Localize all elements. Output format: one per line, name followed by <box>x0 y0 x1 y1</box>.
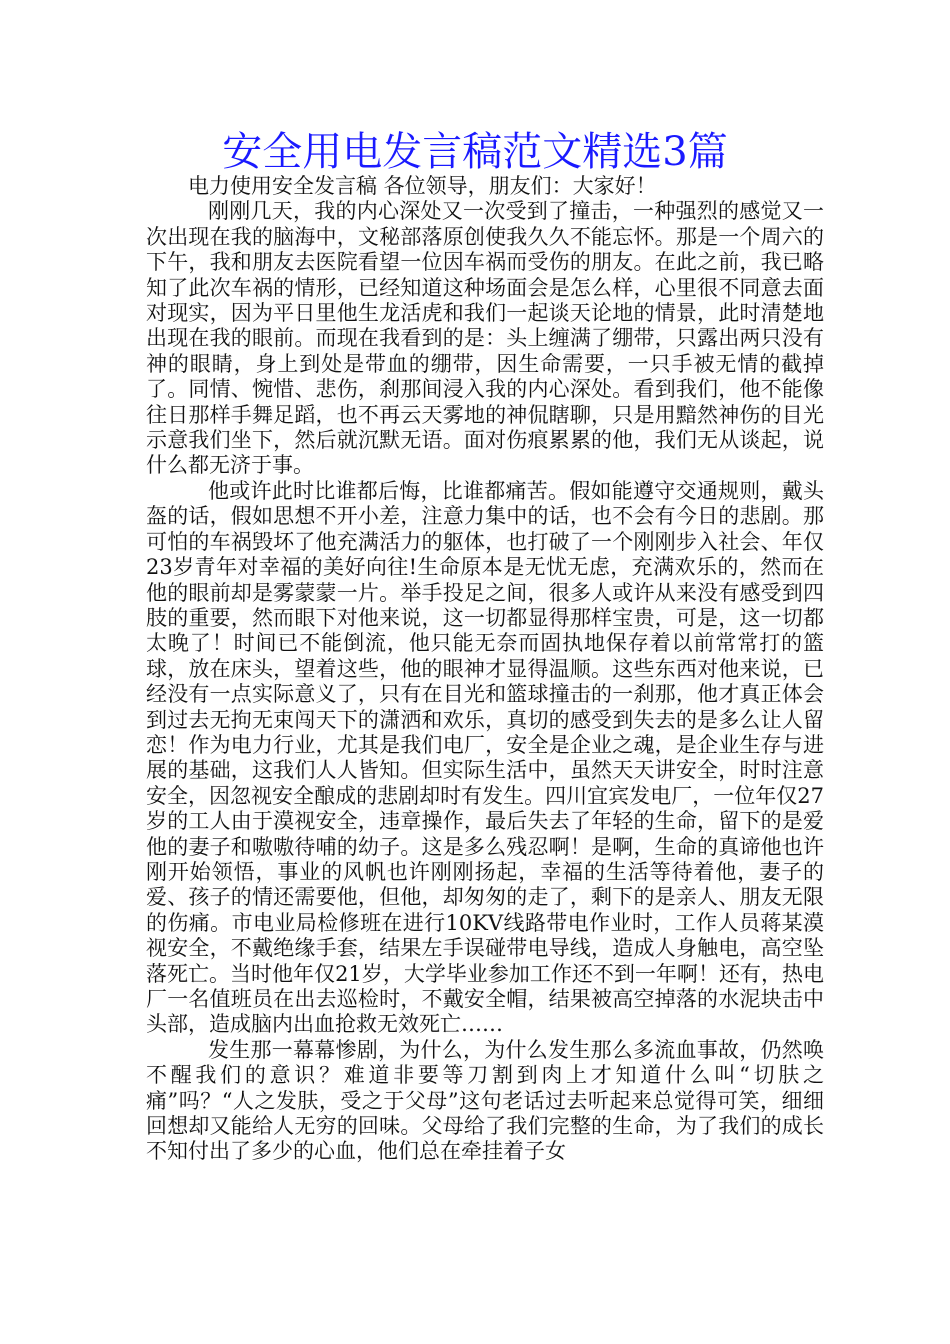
paragraph-1: 刚刚几天，我的内心深处又一次受到了撞击，一种强烈的感觉又一次出现在我的脑海中，文秘部落原创使我久久不能忘怀。那是一个周六的下午，我和朋友去医院看望一位因车祸而受伤的朋友。在此之前，我已略知了此次车祸的情形，已经知道这种场面会是怎么样，心里很不同意去面对现实，因为平日里他生龙活虎和我们一起谈天论地的情景，此时清楚地出现在我的眼前。而现在我看到的是：头上缠满了绷带，只露出两只没有神的眼睛，身上到处是带血的绷带，因生命需要，一只手被无情的截掉了。同情、惋惜、悲伤，刹那间浸入我的内心深处。看到我们，他不能像往日那样手舞足蹈，也不再云天雾地的神侃瞎聊，只是用黯然神伤的目光示意我们坐下，然后就沉默无语。面对伤痕累累的他，我们无从谈起，说什么都无济于事。 <box>146 199 824 478</box>
document-title: 安全用电发言稿范文精选3篇 <box>222 129 728 175</box>
paragraph-2: 他或许此时比谁都后悔，比谁都痛苦。假如能遵守交通规则，戴头盔的话，假如思想不开小差，注意力集中的话，也不会有今日的悲剧。那可怕的车祸毁坏了他充满活力的躯体，也打破了一个刚刚步入社会、年仅23岁青年对幸福的美好向往!生命原本是无忧无虑，充满欢乐的，然而在他的眼前却是雾蒙蒙一片。举手投足之间，很多人或许从来没有感受到四肢的重要，然而眼下对他来说，这一切都显得那样宝贵，可是，这一切都太晚了！时间已不能倒流，他只能无奈而固执地保存着以前常常打的篮球，放在床头，望着这些，他的眼神才显得温顺。这些东西对他来说，已经没有一点实际意义了，只有在目光和篮球撞击的一刹那，他才真正体会到过去无拘无束闯天下的潇洒和欢乐，真切的感受到失去的是多么让人留恋！作为电力行业，尤其是我们电厂，安全是企业之魂，是企业生存与进展的基础，这我们人人皆知。但实际生活中，虽然天天讲安全，时时注意安全，因忽视安全酿成的悲剧却时有发生。四川宜宾发电厂，一位年仅27岁的工人由于漠视安全，违章操作，最后失去了年轻的生命，留下的是爱他的妻子和嗷嗷待哺的幼子。这是多么残忍啊！是啊，生命的真谛他也许刚开始领悟，事业的风帆也许刚刚扬起，幸福的生活等待着他，妻子的爱、孩子的情还需要他，但他，却匆匆的走了，剩下的是亲人、朋友无限的伤痛。市电业局检修班在进行10KV线路带电作业时，工作人员蒋某漠视安全，不戴绝缘手套，结果左手误碰带电导线，造成人身触电，高空坠落死亡。当时他年仅21岁，大学毕业参加工作还不到一年啊！还有，热电厂一名值班员在出去巡检时，不戴安全帽，结果被高空掉落的水泥块击中头部，造成脑内出血抢救无效死亡…… <box>146 478 824 1037</box>
document-body <box>146 174 824 1165</box>
intro-line: 电力使用安全发言稿 各位领导，朋友们：大家好！ <box>188 174 657 198</box>
paragraph-3: 发生那一幕幕惨剧，为什么，为什么发生那么多流血事故，仍然唤不醒我们的意识？难道非要等刀割到肉上才知道什么叫“切肤之痛”吗？“人之发肤，受之于父母”这句老话过去听起来总觉得可笑，细细回想却又能给人无穷的回味。父母给了我们完整的生命，为了我们的成长不知付出了多少的心血，他们总在牵挂着子女 <box>146 1037 824 1164</box>
